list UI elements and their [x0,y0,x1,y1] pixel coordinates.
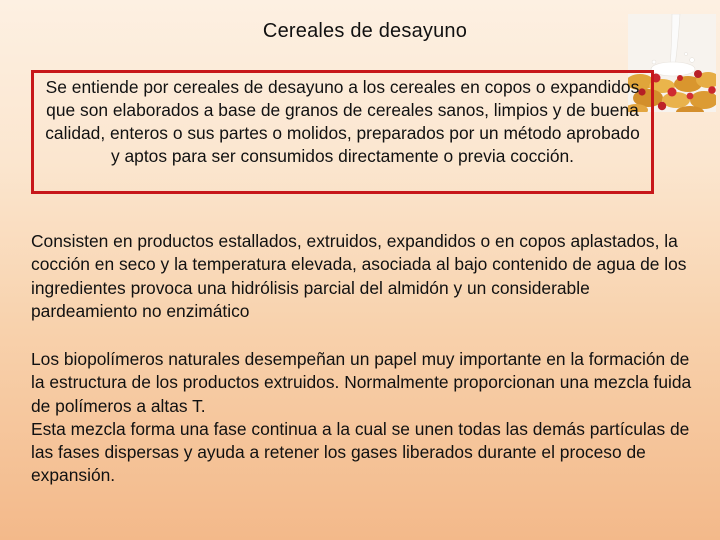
definition-box [31,70,654,194]
paragraph-2-line-2: Esta mezcla forma una fase continua a la cual se unen todas las demás partículas de las fases dispersas y ayuda a retener los gases liberados durante el proceso de expansión. [31,418,690,486]
definition-text: Se entiende por cereales de desayuno a los cereales en copos o expandidos que son elaborados a base de granos de cereales sanos, limpios y de buena calidad, enteros o sus partes o molidos, preparados por un método aprobado y aptos para ser consumidos directamente o previa cocción. [45,77,640,166]
paragraph-2 [31,348,696,488]
page-title: Cereales de desayuno [262,20,468,42]
paragraph-1: Consisten en productos estallados, extruidos, expandidos o en copos aplastados, la cocción en seco y la temperatura elevada, asociada al bajo contenido de agua de los ingredientes provoca una hidrólisis parcial del almidón y un considerable pardeamiento no enzimático [31,231,687,321]
paragraph-2-line-1: Los biopolímeros naturales desempeñan un papel muy importante en la formación de la estructura de los productos extruidos. Normalmente proporcionan una mezcla fuida de polímeros a altas T. [31,349,692,416]
